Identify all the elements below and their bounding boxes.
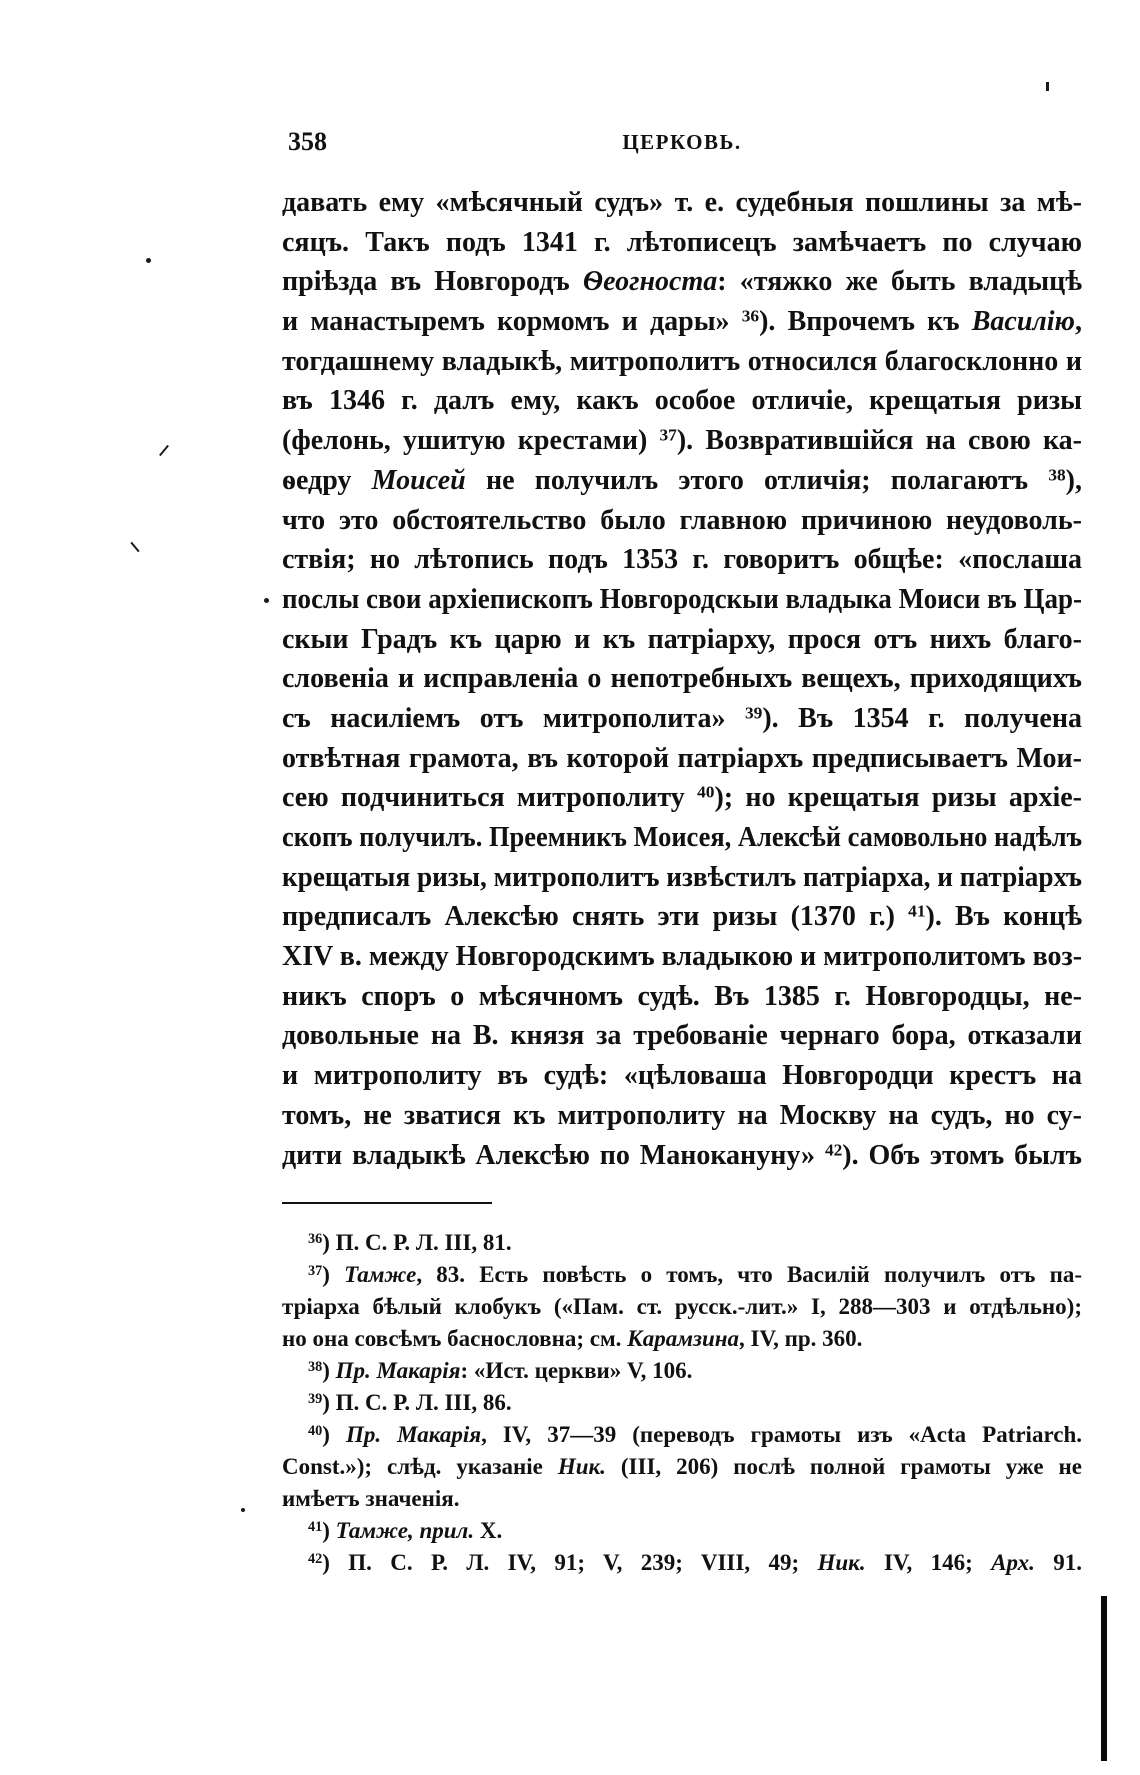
line-text (282, 302, 1082, 342)
body-line (282, 1096, 1082, 1136)
text-run: сяцъ. Такъ подъ 1341 г. лѣтописецъ замѣчаетъ по случаю (282, 226, 1082, 258)
line-text (282, 1096, 1082, 1136)
line-text (282, 223, 1082, 263)
body-line (282, 461, 1082, 501)
text-run: , (1075, 306, 1082, 338)
text-run: : «тяжко же быть владыцѣ (717, 266, 1082, 298)
line-text (282, 1056, 1082, 1096)
page-header (282, 124, 1082, 160)
italic-ref: Тамже (344, 1262, 417, 1287)
line-text (282, 1451, 1082, 1483)
italic-name: Василію (971, 306, 1075, 338)
italic-ref: Пр. Макарія (335, 1358, 461, 1383)
text-run: тогдашнему владыкѣ, митрополитъ относился благосклонно и (282, 345, 1082, 377)
text-run: ). Впрочемъ къ (759, 306, 972, 338)
text-run: сею подчиниться митрополиту (282, 782, 698, 814)
text-run: и митрополиту въ судѣ: «цѣловаша Новгородци крестъ на (282, 1060, 1082, 1092)
text-run: 91. (1034, 1550, 1082, 1575)
scan-speck (241, 1508, 245, 1512)
scan-speck (159, 445, 169, 456)
line-text (282, 620, 1082, 660)
text-run: , 83. Есть повѣсть о томъ, что Василій получилъ отъ па- (416, 1262, 1082, 1287)
body-line (282, 183, 1082, 223)
line-text (282, 540, 1082, 580)
text-run: пріѣзда въ Новгородъ (282, 266, 583, 298)
body-line (282, 659, 1082, 699)
footnotes (282, 1227, 1082, 1579)
text-run: ) П. С. Р. Л. III, 81. (322, 1230, 512, 1255)
text-run: ствія; но лѣтопись подъ 1353 г. говоритъ общѣе: «послаша (282, 544, 1082, 576)
line-text (282, 183, 1082, 223)
text-run: , IV, 37—39 (переводъ грамоты изъ «Acta Patriarch. (481, 1422, 1082, 1447)
text-run: ). Въ концѣ (925, 901, 1082, 933)
text-run: ). Возвратившійся на свою ка- (676, 425, 1082, 457)
footnote-line (282, 1323, 1082, 1355)
italic-ref: Ник. (557, 1454, 606, 1479)
line-text (282, 1016, 1082, 1056)
text-run: (III, 206) послѣ полной грамоты уже не (605, 1454, 1082, 1479)
text-run: скопъ получилъ. Преемникъ Моисея, Алексѣй самовольно надѣлъ (282, 822, 1082, 853)
text-run: отвѣтная грамота, въ которой патріархъ предписываетъ Мои- (282, 742, 1082, 774)
body-line (282, 381, 1082, 421)
text-run: ѳедру (282, 464, 372, 496)
text-run: но она совсѣмъ баснословна; см. (282, 1326, 628, 1351)
text-run: что это обстоятельство было главною причиною неудоволь- (282, 504, 1082, 536)
text-run: ) П. С. Р. Л. IV, 91; V, 239; VIII, 49; (322, 1550, 818, 1575)
body-line (282, 858, 1082, 898)
body-line (282, 699, 1082, 739)
footnote-line (282, 1355, 1082, 1387)
body-line (282, 778, 1082, 818)
line-text (282, 818, 1082, 858)
text-run: скыи Градъ къ царю и къ патріарху, прося отъ нихъ благо- (282, 623, 1082, 655)
body-text (282, 183, 1082, 1175)
body-line (282, 1056, 1082, 1096)
running-head: ЦЕРКОВЬ. (622, 130, 742, 154)
text-run: томъ, не зватися къ митрополиту на Москву на судъ, но су- (282, 1099, 1082, 1131)
footnote-ref: 40 (697, 782, 715, 802)
text-run: имѣетъ значенія. (282, 1486, 460, 1511)
footnote-marker: 37 (308, 1262, 323, 1279)
line-text (282, 421, 1082, 461)
text-run: ); но крещатыя ризы архіе- (714, 782, 1082, 814)
scan-speck (264, 598, 269, 603)
body-line (282, 540, 1082, 580)
line-text (282, 1291, 1082, 1323)
line-text (282, 342, 1082, 382)
line-text (282, 739, 1082, 779)
text-run: : «Ист. церкви» V, 106. (460, 1358, 693, 1383)
line-text (282, 580, 1082, 620)
body-line (282, 1016, 1082, 1056)
line-text (308, 1259, 1082, 1291)
footnote-ref: 42 (824, 1139, 843, 1159)
line-text (308, 1515, 502, 1547)
footnote-ref: 41 (908, 901, 926, 921)
text-run: съ насиліемъ отъ митрополита» (282, 702, 745, 734)
italic-name: Ѳеогноста (582, 266, 718, 298)
line-text (282, 262, 1082, 302)
footnote-marker: 42 (308, 1550, 323, 1567)
text-run: ) П. С. Р. Л. III, 86. (322, 1390, 512, 1415)
text-run: ) (322, 1358, 336, 1383)
footnote-ref: 36 (741, 306, 760, 326)
body-line (282, 977, 1082, 1017)
footnote-marker: 40 (308, 1422, 323, 1439)
body-line (282, 739, 1082, 779)
footnote-rule (282, 1202, 492, 1204)
text-run: ). Въ 1354 г. получена (762, 702, 1082, 734)
body-line (282, 262, 1082, 302)
line-text (282, 858, 1082, 898)
footnote-line (282, 1451, 1082, 1483)
text-run: дити владыкѣ Алексѣю по Манокануну» (282, 1139, 825, 1171)
text-run: крещатыя ризы, митрополитъ извѣстилъ патріарха, и патріархъ (282, 861, 1082, 893)
body-line (282, 1136, 1082, 1176)
text-run: ) (322, 1518, 336, 1543)
text-run: довольные на В. князя за требованіе чернаго бора, отказали (282, 1020, 1082, 1052)
italic-ref: Арх. (991, 1550, 1035, 1575)
line-text (308, 1547, 1082, 1579)
line-text (282, 461, 1082, 501)
line-text (282, 1136, 1082, 1176)
line-text (282, 501, 1082, 541)
line-text (282, 1483, 459, 1515)
italic-ref: Ник. (817, 1550, 866, 1575)
text-run: не получилъ этого отличія; полагаютъ (465, 464, 1049, 496)
scan-speck (1046, 82, 1049, 91)
body-line (282, 302, 1082, 342)
text-run: ), (1065, 464, 1082, 496)
line-text (282, 381, 1082, 421)
italic-ref: Тамже, прил. (335, 1518, 475, 1543)
line-text (282, 897, 1082, 937)
body-line (282, 580, 1082, 620)
text-run: , IV, пр. 360. (739, 1326, 863, 1351)
body-line (282, 421, 1082, 461)
scan-speck (146, 258, 151, 263)
footnote-ref: 37 (659, 425, 677, 445)
text-run: ) (322, 1422, 346, 1447)
footnote-line (282, 1515, 1082, 1547)
italic-name: Моисей (371, 464, 466, 496)
text-run: IV, 146; (865, 1550, 992, 1575)
body-line (282, 620, 1082, 660)
text-run: послы свои архіепископъ Новгородскыи владыка Моиси въ Цар- (282, 583, 1082, 615)
footnote-line (282, 1483, 1082, 1515)
footnote-ref: 38 (1048, 465, 1066, 485)
body-line (282, 501, 1082, 541)
line-text (282, 937, 1082, 977)
footnote-marker: 41 (308, 1518, 323, 1535)
text-run: XIV в. между Новгородскимъ владыкою и митрополитомъ воз- (282, 941, 1082, 973)
line-text (282, 1323, 862, 1355)
text-run: Const.»); слѣд. указаніе (282, 1454, 558, 1479)
line-text (308, 1387, 512, 1419)
footnote-line (282, 1547, 1082, 1579)
body-line (282, 223, 1082, 263)
footnote-line (282, 1291, 1082, 1323)
line-text (282, 659, 1082, 699)
text-run: тріарха бѣлый клобукъ («Пам. ст. русск.-лит.» I, 288—303 и отдѣльно); (282, 1294, 1082, 1319)
line-text (282, 778, 1082, 818)
footnote-line (282, 1227, 1082, 1259)
footnote-ref: 39 (744, 703, 763, 723)
body-line (282, 937, 1082, 977)
text-run: (фелонь, ушитую крестами) (282, 425, 660, 457)
text-run: X. (474, 1518, 503, 1543)
text-run: ) (322, 1262, 345, 1287)
body-line (282, 897, 1082, 937)
page-number: 358 (288, 127, 327, 156)
line-text (308, 1227, 512, 1259)
footnote-marker: 38 (308, 1358, 323, 1375)
footnote-line (282, 1387, 1082, 1419)
footnote-line (282, 1259, 1082, 1291)
scan-speck (130, 542, 139, 552)
scan-edge-bar (1101, 1596, 1107, 1761)
text-run: ). Объ этомъ былъ (842, 1139, 1082, 1171)
body-line (282, 342, 1082, 382)
line-text (308, 1419, 1082, 1451)
footnote-marker: 36 (308, 1230, 323, 1247)
line-text (308, 1355, 692, 1387)
text-run: и манастыремъ кормомъ и дары» (282, 306, 742, 338)
text-run: предписалъ Алексѣю снять эти ризы (1370 г.) (282, 901, 909, 933)
footnote-marker: 39 (308, 1390, 323, 1407)
text-run: давать ему «мѣсячный судъ» т. е. судебныя пошлины за мѣ- (282, 187, 1082, 218)
body-line (282, 818, 1082, 858)
italic-ref: Карамзина (627, 1326, 740, 1351)
line-text (282, 977, 1082, 1017)
italic-ref: Пр. Макарія (345, 1422, 482, 1447)
text-run: никъ споръ о мѣсячномъ судѣ. Въ 1385 г. Новгородцы, не- (282, 980, 1082, 1012)
text-run: словеніа и исправленіа о непотребныхъ вещехъ, приходящихъ (282, 663, 1082, 695)
footnote-line (282, 1419, 1082, 1451)
line-text (282, 699, 1082, 739)
text-run: въ 1346 г. далъ ему, какъ особое отличіе, крещатыя ризы (282, 385, 1082, 417)
